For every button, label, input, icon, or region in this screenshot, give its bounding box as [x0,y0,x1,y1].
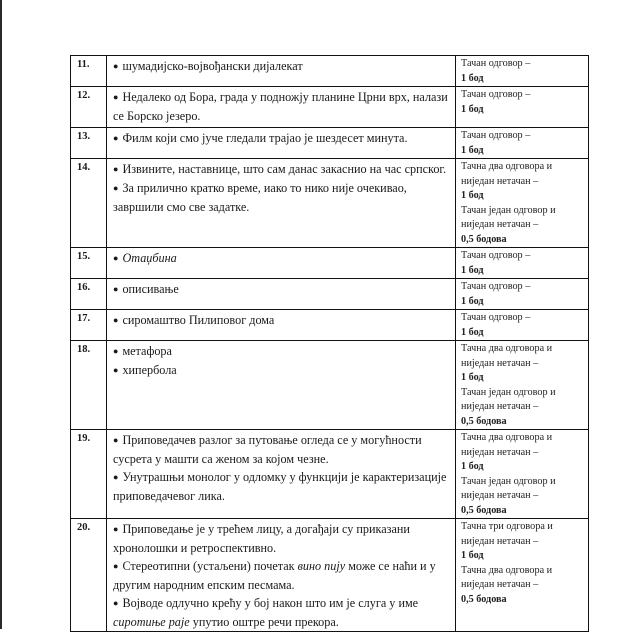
points-cell [456,159,589,248]
answer-item [113,249,451,268]
answer-item [113,280,451,299]
points-criteria: Тачан одговор – [461,250,531,261]
answer-text: Приповедачев разлог за путовање огледа се у могућности сусрета у машти са женом за којом чезне. [113,433,422,466]
page-edge-divider [0,0,2,629]
answer-item [113,311,451,330]
answer-key-table [70,55,589,632]
answer-item [113,88,451,125]
points-value: 1 бод [461,103,484,115]
table-row [71,159,589,248]
answer-item [113,129,451,148]
table-row [71,341,589,430]
points-value: 1 бод [461,72,484,84]
answer-cell [107,159,456,248]
question-number: 17. [71,310,107,341]
question-number: 12. [71,87,107,128]
points-criteria: Тачна два одговора и ниједан нетачан – [461,432,553,458]
answer-item [113,431,451,468]
table-row [71,279,589,310]
answer-text: може се наћи и у другим народним епским песмама. [113,559,436,592]
points-value: 1 бод [461,326,484,338]
points-criteria: Тачна два одговора и ниједан нетачан – [461,161,553,187]
points-criteria: Тачна три одговора и ниједан нетачан – [461,521,553,547]
answer-text: сиромаштво Пилиповог дома [122,313,275,327]
points-cell [456,519,589,632]
answer-cell [107,279,456,310]
points-criteria: Тачан један одговор и ниједан нетачан – [461,204,556,230]
answer-text: Филм који смо јуче гледали трајао је шездесет минута. [122,131,408,145]
points-criteria: Тачан један одговор и ниједан нетачан – [461,475,556,501]
answer-text: упутио оштре речи прекора. [189,615,339,629]
points-value: 1 бод [461,295,484,307]
answer-text: метафора [122,344,172,358]
points-cell [456,430,589,519]
answer-cell [107,341,456,430]
question-number: 19. [71,430,107,519]
points-cell [456,128,589,159]
points-value: 0,5 бодова [461,593,507,605]
answer-item [113,57,451,76]
points-cell [456,248,589,279]
answer-italic-text: Отаџбина [122,251,177,265]
answer-text: Унутрашњи монолог у одломку у функцији је карактеризације приповедачевог лика. [113,470,447,503]
points-value: 1 бод [461,264,484,276]
answer-item [113,520,451,557]
points-criteria: Тачан одговор – [461,130,531,141]
points-criteria: Тачна два одговора и ниједан нетачан – [461,564,553,590]
points-value: 1 бод [461,550,484,561]
points-value: 1 бод [461,372,484,383]
question-number: 11. [71,56,107,87]
points-criteria: Тачан одговор – [461,58,531,69]
answer-item [113,361,451,380]
answer-item [113,594,451,631]
question-number: 18. [71,341,107,430]
answer-text: Приповедање је у трећем лицу, а догађаји су приказани хронолошки и ретроспективно. [113,522,410,555]
answer-italic-text: сиротиње раје [113,615,190,629]
answer-cell [107,56,456,87]
answer-cell [107,128,456,159]
table-row [71,310,589,341]
question-number: 16. [71,279,107,310]
points-criteria: Тачан један одговор и ниједан нетачан – [461,386,556,412]
answer-cell [107,430,456,519]
points-cell [456,56,589,87]
answer-item [113,342,451,361]
question-number: 13. [71,128,107,159]
answer-italic-text: вино пију [297,559,346,573]
table-row [71,248,589,279]
question-number: 20. [71,519,107,632]
answer-cell [107,248,456,279]
answer-text: За прилично кратко време, иако то нико није очекивао, завршили смо све задатке. [113,181,407,214]
points-cell [456,279,589,310]
table-row [71,87,589,128]
points-criteria: Тачан одговор – [461,89,531,100]
points-value: 1 бод [461,190,484,201]
points-cell [456,310,589,341]
answer-text: Војводе одлучно крећу у бој након што им је слуга у име [122,596,419,610]
points-value: 1 бод [461,461,484,472]
answer-text: хипербола [122,363,177,377]
table-row [71,430,589,519]
points-criteria: Тачна два одговора и ниједан нетачан – [461,343,553,369]
answer-cell [107,519,456,632]
points-value: 1 бод [461,144,484,156]
answer-cell [107,87,456,128]
points-value: 0,5 бодова [461,233,507,245]
points-criteria: Тачан одговор – [461,312,531,323]
answer-item [113,468,451,505]
question-number: 14. [71,159,107,248]
answer-item [113,160,451,179]
answer-text: Недалеко од Бора, града у подножју планине Црни врх, налази се Борско језеро. [113,90,448,123]
points-cell [456,341,589,430]
table-row [71,519,589,632]
table-row [71,56,589,87]
answer-item [113,557,451,594]
answer-item [113,179,451,216]
answer-text: Извините, наставнице, што сам данас закаснио на час српског. [122,162,447,176]
points-cell [456,87,589,128]
answer-text: Стереотипни (устаљени) почетак [122,559,298,573]
answer-text: шумадијско-војвођански дијалекат [122,59,303,73]
points-criteria: Тачан одговор – [461,281,531,292]
answer-cell [107,310,456,341]
table-row [71,128,589,159]
points-value: 0,5 бодова [461,504,507,516]
points-value: 0,5 бодова [461,415,507,427]
answer-text: описивање [122,282,179,296]
question-number: 15. [71,248,107,279]
